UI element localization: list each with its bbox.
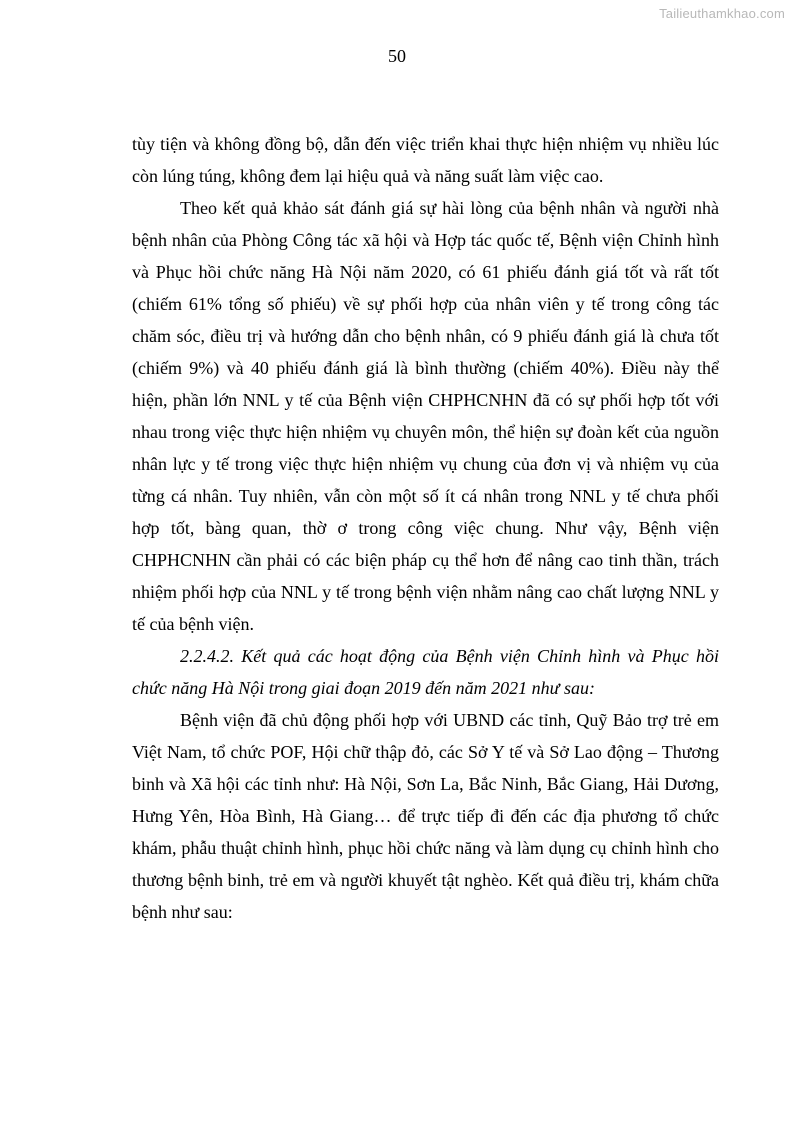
document-body bbox=[132, 128, 719, 928]
watermark: Tailieuthamkhao.com bbox=[659, 6, 785, 21]
page-number: 50 bbox=[388, 46, 406, 66]
paragraph-hospital-activities: Bệnh viện đã chủ động phối hợp với UBND các tỉnh, Quỹ Bảo trợ trẻ em Việt Nam, tổ chức POF, Hội chữ thập đỏ, các Sở Y tế và Sở Lao động – Thương binh và Xã hội các tỉnh như: Hà Nội, Sơn La, Bắc Ninh, Bắc Giang, Hải Dương, Hưng Yên, Hòa Bình, Hà Giang… để trực tiếp đi đến các địa phương tổ chức khám, phẫu thuật chỉnh hình, phục hồi chức năng và làm dụng cụ chỉnh hình cho thương bệnh binh, trẻ em và người khuyết tật nghèo. Kết quả điều trị, khám chữa bệnh như sau: bbox=[132, 710, 719, 922]
section-heading-2-2-4-2: 2.2.4.2. Kết quả các hoạt động của Bệnh viện Chỉnh hình và Phục hồi chức năng Hà Nội trong giai đoạn 2019 đến năm 2021 như sau: bbox=[132, 646, 719, 698]
paragraph-continuation: tùy tiện và không đồng bộ, dẫn đến việc triển khai thực hiện nhiệm vụ nhiều lúc còn lúng túng, không đem lại hiệu quả và năng suất làm việc cao. bbox=[132, 134, 719, 186]
paragraph-survey-results: Theo kết quả khảo sát đánh giá sự hài lòng của bệnh nhân và người nhà bệnh nhân của Phòng Công tác xã hội và Hợp tác quốc tế, Bệnh viện Chỉnh hình và Phục hồi chức năng Hà Nội năm 2020, có 61 phiếu đánh giá tốt và rất tốt (chiếm 61% tổng số phiếu) về sự phối hợp của nhân viên y tế trong công tác chăm sóc, điều trị và hướng dẫn cho bệnh nhân, có 9 phiếu đánh giá là chưa tốt (chiếm 9%) và 40 phiếu đánh giá là bình thường (chiếm 40%). Điều này thể hiện, phần lớn NNL y tế của Bệnh viện CHPHCNHN đã có sự phối hợp tốt với nhau trong việc thực hiện nhiệm vụ chuyên môn, thể hiện sự đoàn kết của nguồn nhân lực y tế trong việc thực hiện nhiệm vụ chung của đơn vị và nhiệm vụ của từng cá nhân. Tuy nhiên, vẫn còn một số ít cá nhân trong NNL y tế chưa phối hợp tốt, bàng quan, thờ ơ trong công việc chung. Như vậy, Bệnh viện CHPHCNHN cần phải có các biện pháp cụ thể hơn để nâng cao tinh thần, trách nhiệm phối hợp của NNL y tế trong bệnh viện nhằm nâng cao chất lượng NNL y tế của bệnh viện. bbox=[132, 198, 719, 634]
